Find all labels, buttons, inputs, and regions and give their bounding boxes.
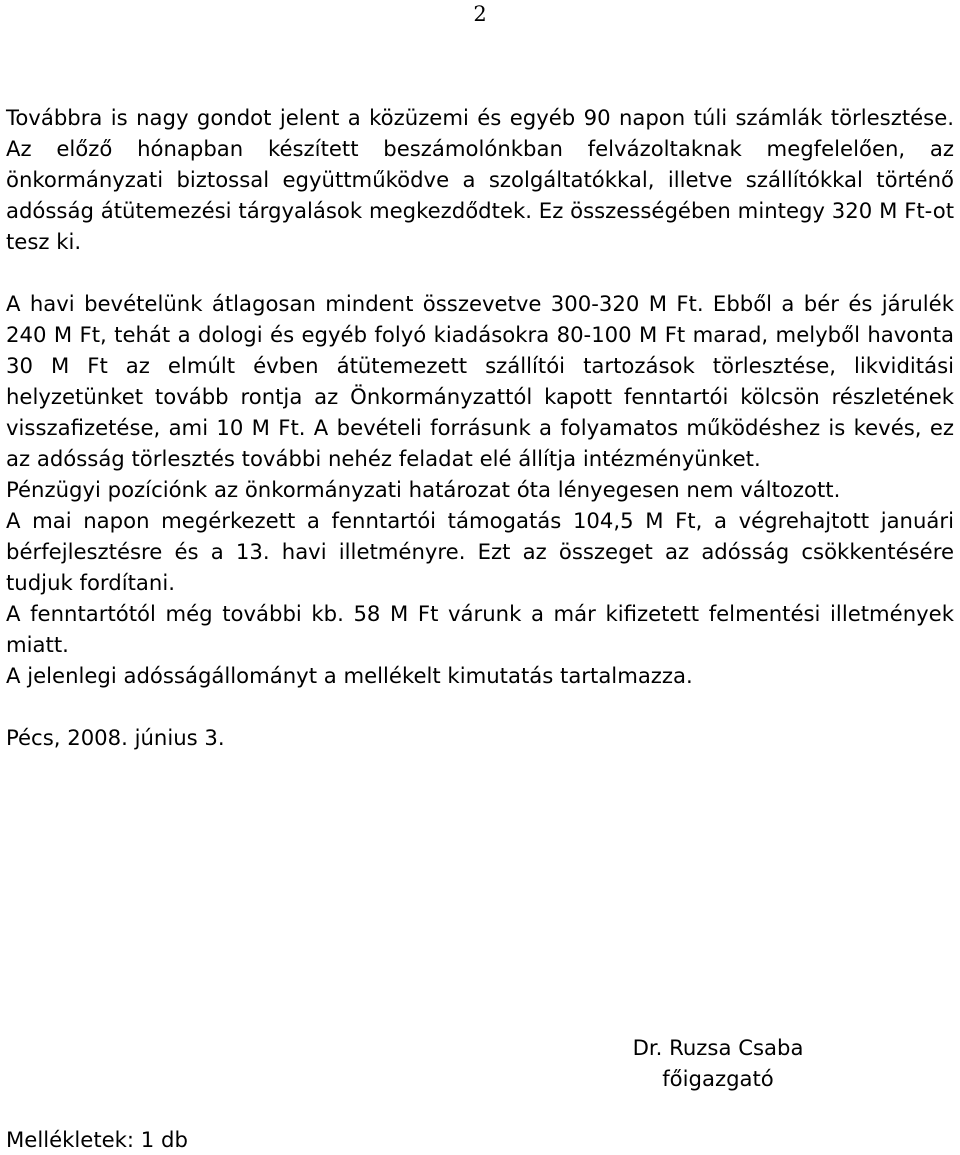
attachments-note: Mellékletek: 1 db <box>6 1127 188 1152</box>
document-body <box>6 102 954 753</box>
date-line: Pécs, 2008. június 3. <box>6 725 225 750</box>
signatory-name: Dr. Ruzsa Csaba <box>632 1035 804 1060</box>
paragraph-debt-rescheduling: Továbbra is nagy gondot jelent a közüzemi és egyéb 90 napon túli számlák törlesztése. Az előző hónapban készített beszámolónkban felvázoltaknak megfelelően, az önkormányzati biztossal együttműködve a szolgáltatókkal, illetve szállítókkal történő adósság átütemezési tárgyalások megkezdődtek. Ez összességében mintegy 320 M Ft-ot tesz ki. <box>6 105 954 254</box>
paragraph-expected-funds: A fenntartótól még további kb. 58 M Ft várunk a már kifizetett felmentési illetmények miatt. <box>6 601 954 657</box>
signature-block <box>598 1032 838 1094</box>
paragraph-financial-position: Pénzügyi pozíciónk az önkormányzati határozat óta lényegesen nem változott. <box>6 477 841 502</box>
page-number: 2 <box>473 2 487 26</box>
paragraph-monthly-revenue: A havi bevételünk átlagosan mindent összevetve 300-320 M Ft. Ebből a bér és járulék 240 M Ft, tehát a dologi és egyéb folyó kiadásokra 80-100 M Ft marad, melyből havonta 30 M Ft az elmúlt évben átütemezett szállítói tartozások törlesztése, likviditási helyzetünket tovább rontja az Önkormányzattól kapott fenntartói kölcsön részletének visszafizetése, ami 10 M Ft. A bevételi forrásunk a folyamatos működéshez is kevés, ez az adósság törlesztés további nehéz feladat elé állítja intézményünket. <box>6 291 954 471</box>
paragraph-subsidy-received: A mai napon megérkezett a fenntartói támogatás 104,5 M Ft, a végrehajtott januári bérfejlesztésre és a 13. havi illetményre. Ezt az összeget az adósság csökkentésére tudjuk fordítani. <box>6 508 954 595</box>
paragraph-debt-statement: A jelenlegi adósságállományt a mellékelt kimutatás tartalmazza. <box>6 663 693 688</box>
signatory-title: főigazgató <box>662 1066 774 1091</box>
